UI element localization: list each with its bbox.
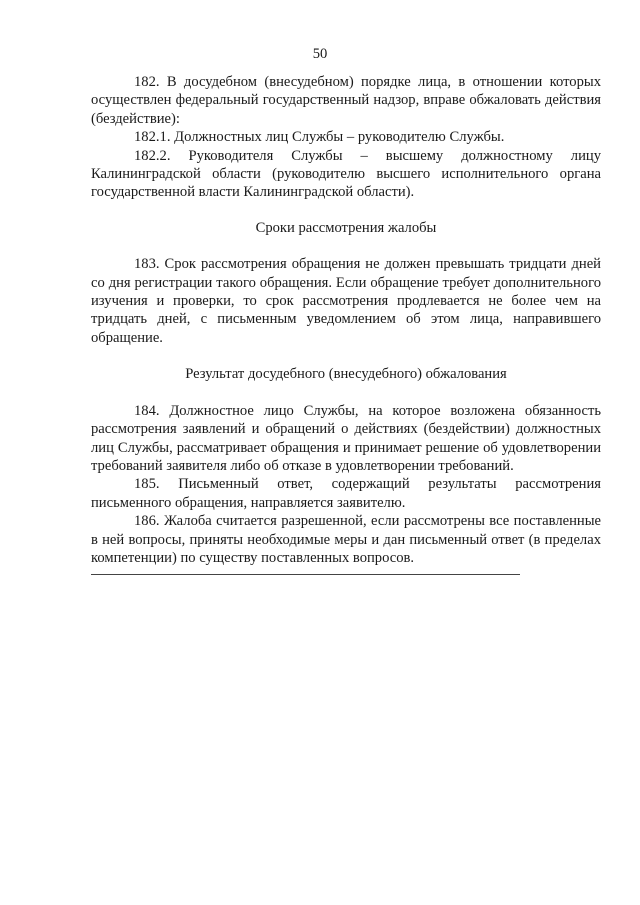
paragraph-182-2: 182.2. Руководителя Службы – высшему должностному лицу Калининградской области (руководителю высшего исполнительного органа государственной власти Калининградской области). <box>91 147 601 201</box>
paragraph-185: 185. Письменный ответ, содержащий результаты рассмотрения письменного обращения, направляется заявителю. <box>91 476 601 511</box>
end-rule <box>91 574 520 575</box>
section-heading-appeal-result: Результат досудебного (внесудебного) обжалования <box>185 366 507 383</box>
paragraph-182: 182. В досудебном (внесудебном) порядке лица, в отношении которых осуществлен федеральный государственный надзор, вправе обжаловать действия (бездействие): <box>91 74 601 127</box>
paragraph-186: 186. Жалоба считается разрешенной, если рассмотрены все поставленные в ней вопросы, приняты необходимые меры и дан письменный ответ (в пределах компетенции) по существу поставленных вопросов. <box>91 513 601 566</box>
paragraph-184: 184. Должностное лицо Службы, на которое возложена обязанность рассмотрения заявлений и обращений о действиях (бездействии) должностных лиц Службы, рассматривает обращения и принимает решение об удовлетворении требований заявителя либо об отказе в удовлетворении требований. <box>91 402 601 474</box>
page-number: 50 <box>312 46 328 62</box>
paragraph-183: 183. Срок рассмотрения обращения не должен превышать тридцати дней со дня регистрации такого обращения. Если обращение требует дополнительного изучения и проверки, то срок рассмотрения продлевается не более чем на тридцать дней, с письменным уведомлением об этом лица, направившего обращение. <box>91 256 601 346</box>
paragraph-182-1: 182.1. Должностных лиц Службы – руководителю Службы. <box>134 129 505 146</box>
section-heading-complaint-terms: Сроки рассмотрения жалобы <box>255 219 437 236</box>
document-body <box>91 73 601 567</box>
